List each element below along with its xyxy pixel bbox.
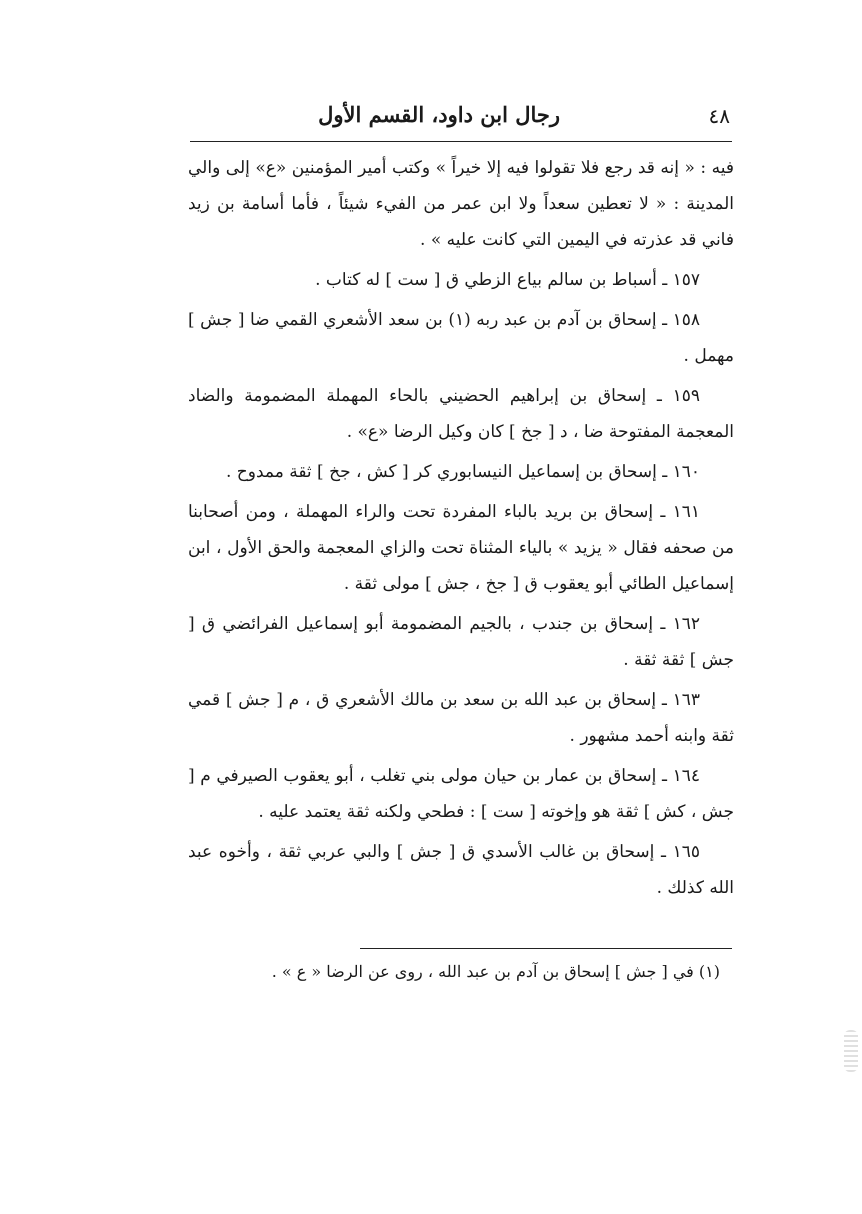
entry-163: ١٦٣ ـ إسحاق بن عبد الله بن سعد بن مالك الأشعري ق ، م [ جش ] قمي ثقة وابنه أحمد مشهور . <box>188 690 734 746</box>
body-text <box>188 150 734 910</box>
footnote: (١) في [ جش ] إسحاق بن آدم بن عبد الله ، روى عن الرضا « ع » . <box>271 962 720 981</box>
entry-158: ١٥٨ ـ إسحاق بن آدم بن عبد ربه (١) بن سعد الأشعري القمي ضا [ جش ] مهمل . <box>188 310 734 366</box>
entry-162: ١٦٢ ـ إسحاق بن جندب ، بالجيم المضمومة أبو إسماعيل الفرائضي ق [ جش ] ثقة ثقة . <box>188 614 734 670</box>
continuation-paragraph: فيه : « إنه قد رجع فلا تقولوا فيه إلا خيراً » وكتب أمير المؤمنين «ع» إلى والي المدينة : « لا تعطين سعداً ولا ابن عمر من الفيء شيئاً ، فأما أسامة بن زيد فاني قد عذرته في اليمين التي كانت عليه » . <box>188 158 734 250</box>
page-number: ٤٨ <box>708 104 730 128</box>
scan-smudge <box>844 1030 858 1072</box>
footnote-rule <box>360 948 732 949</box>
entry-159: ١٥٩ ـ إسحاق بن إبراهيم الحضيني بالحاء المهملة المضمومة والضاد المعجمة المفتوحة ضا ، د [ جخ ] كان وكيل الرضا «ع» . <box>188 386 734 442</box>
header-rule <box>190 141 732 142</box>
entry-161: ١٦١ ـ إسحاق بن بريد بالباء المفردة تحت والراء المهملة ، ومن أصحابنا من صحفه فقال « يزيد » بالياء المثناة تحت والزاي المعجمة والحق الأول ، ابن إسماعيل الطائي أبو يعقوب ق [ جخ ، جش ] مولى ثقة . <box>188 502 734 594</box>
running-title: رجال ابن داود، القسم الأول <box>318 102 560 127</box>
entry-160: ١٦٠ ـ إسحاق بن إسماعيل النيسابوري كر [ كش ، جخ ] ثقة ممدوح . <box>225 462 700 482</box>
entry-165: ١٦٥ ـ إسحاق بن غالب الأسدي ق [ جش ] والبي عربي ثقة ، وأخوه عبد الله كذلك . <box>188 842 734 898</box>
page-header <box>190 100 730 140</box>
entry-164: ١٦٤ ـ إسحاق بن عمار بن حيان مولى بني تغلب ، أبو يعقوب الصيرفي م [ جش ، كش ] ثقة هو وإخوته [ ست ] : فطحي ولكنه ثقة يعتمد عليه . <box>188 766 734 822</box>
entry-157: ١٥٧ ـ أسباط بن سالم بياع الزطي ق [ ست ] له كتاب . <box>315 270 700 290</box>
